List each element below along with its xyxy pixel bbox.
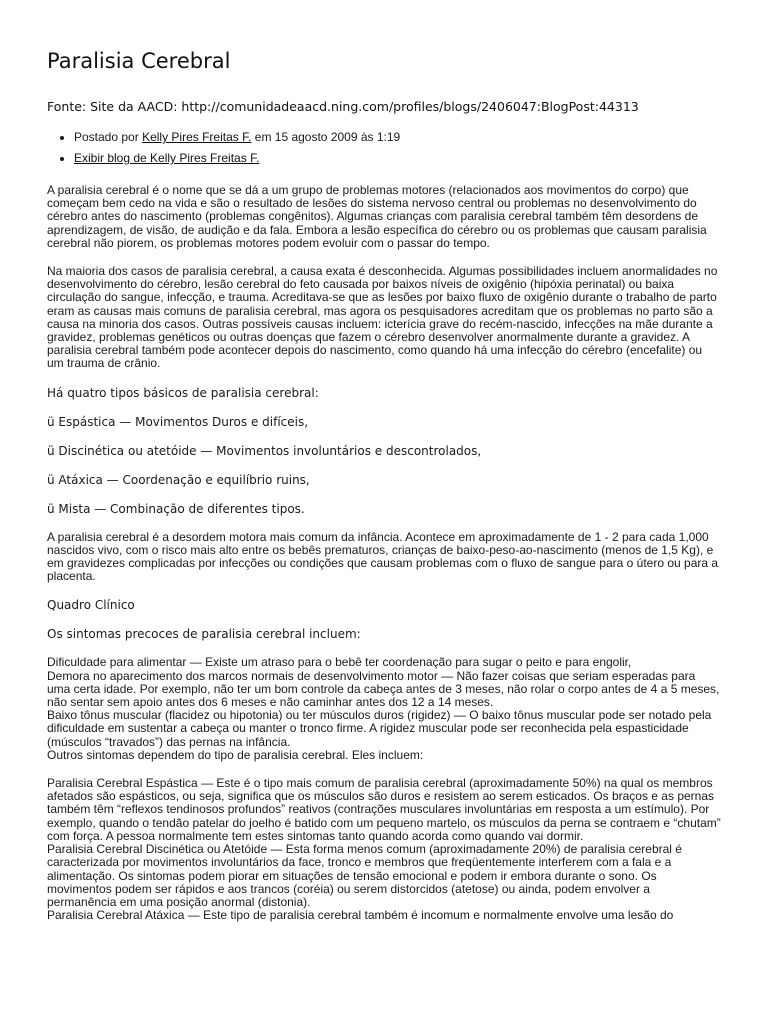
blog-link-item [74, 148, 721, 169]
type-item: ü Atáxica — Coordenação e equilíbrio ruins, [47, 472, 310, 487]
source-line: Fonte: Site da AACD: http://comunidadeaacd.ning.com/profiles/blogs/2406047:BlogPost:44313 [47, 99, 639, 114]
symptom-item: Outros sintomas dependem do tipo de paralisia cerebral. Eles incluem: [47, 747, 424, 762]
symptoms-intro: Os sintomas precoces de paralisia cerebral incluem: [47, 627, 361, 642]
types-detail-block [47, 777, 721, 922]
causes-paragraph: Na maioria dos casos de paralisia cerebral, a causa exata é desconhecida. Algumas possibilidades incluem anormalidades no desenvolvimento do cérebro, lesão cerebral do feto causada por baixos níveis de oxigênio (hipóxia perinatal) ou baixa circulação do sangue, infecção, e trauma. Acreditava-se que as lesões por baixo fluxo de oxigênio durante o trabalho de parto eram as causas mais comuns de paralisia cerebral, mas agora os pesquisadores acreditam que os problemas no parto são a causa na minoria dos casos. Outras possíveis causas incluem: icterícia grave do recém-nascido, infecções na mãe durante a gravidez, problemas genéticos ou outras doenças que fazem o cérebro desenvolver anormalmente durante a gravidez. A paralisia cerebral também pode acontecer depois do nascimento, como quando há uma infecção do cérebro (encefalite) ou um trauma de crânio. [47, 264, 718, 371]
clinical-heading: Quadro Clínico [47, 598, 135, 613]
blog-link[interactable]: Exibir blog de Kelly Pires Freitas F. [74, 151, 260, 165]
type-item: ü Espástica — Movimentos Duros e difíceis, [47, 414, 309, 429]
posted-date: em 15 agosto 2009 às 1:19 [254, 130, 401, 144]
type-detail: Paralisia Cerebral Discinética ou Atetóide — Esta forma menos comum (aproximadamente 20%) de paralisia cerebral é caracterizada por movimentos involuntários da face, tronco e membros que freqüentemente interferem com a fala e a alimentação. Os sintomas podem piorar em situações de tensão emocional e podem ir embora durante o sono. Os movimentos podem ser rápidos e aos trancos (coréia) ou serem distorcidos (atetose) ou ainda, podem envolver a permanência em uma posição anormal (distonia). [47, 842, 682, 909]
page-title: Paralisia Cerebral [47, 49, 231, 73]
type-item: ü Mista — Combinação de diferentes tipos. [47, 501, 305, 516]
intro-paragraph: A paralisia cerebral é o nome que se dá a um grupo de problemas motores (relacionados aos movimentos do corpo) que começam bem cedo na vida e são o resultado de lesões do sistema nervoso central ou problemas no desenvolvimento do cérebro antes do nascimento (problemas congênitos). Algumas crianças com paralisia cerebral também têm desordens de aprendizagem, de visão, de audição e da fala. Embora a lesão específica do cérebro ou os problemas que causam paralisia cerebral não piorem, os problemas motores podem evoluir com o passar do tempo. [47, 183, 707, 250]
symptoms-block [47, 656, 721, 762]
prevalence-paragraph: A paralisia cerebral é a desordem motora mais comum da infância. Acontece em aproximadamente de 1 - 2 para cada 1,000 nascidos vivo, com o risco mais alto entre os bebês prematuros, crianças de baixo-peso-ao-nascimento (menos de 1,5 Kg), e em gravidezes complicadas por infecções ou condições que causam problemas com o fluxo de sangue para o útero ou para a placenta. [47, 529, 719, 584]
post-meta-list [47, 127, 721, 169]
author-link[interactable]: Kelly Pires Freitas F. [142, 130, 252, 144]
symptom-item: Demora no aparecimento dos marcos normais de desenvolvimento motor — Não fazer coisas que seriam esperadas para uma certa idade. Por exemplo, não ter um bom controle da cabeça antes de 3 meses, não rolar o corpo antes de 4 a 5 meses, não sentar sem apoio antes dos 6 meses e não caminhar antes dos 12 a 14 meses. [47, 668, 720, 710]
symptom-item: Dificuldade para alimentar — Existe um atraso para o bebê ter coordenação para sugar o peito e para engolir, [47, 655, 632, 670]
symptom-item: Baixo tônus muscular (flacidez ou hipotonia) ou ter músculos duros (rigidez) — O baixo tônus muscular pode ser notado pela dificuldade em sustentar a cabeça ou manter o tronco firme. A rigidez muscular pode ser reconhecida pela espasticidade (músculos “travados”) das pernas na infância. [47, 708, 712, 749]
posted-by-item [74, 127, 721, 148]
type-detail: Paralisia Cerebral Atáxica — Este tipo de paralisia cerebral também é incomum e normalmente envolve uma lesão do [47, 908, 674, 923]
type-detail: Paralisia Cerebral Espástica — Este é o tipo mais comum de paralisia cerebral (aproximadamente 50%) na qual os membros afetados são espásticos, ou seja, significa que os músculos são duros e resistem ao serem esticados. Os braços e as pernas também têm “reflexos tendinosos profundos” reativos (contrações musculares involuntárias em resposta a um estímulo). Por exemplo, quando o tendão patelar do joelho é batido com um pequeno martelo, os músculos da perna se contraem e “chutam” com força. A pessoa normalmente tem estes sintomas tanto quando acorda como quando vai dormir. [47, 776, 721, 843]
posted-prefix: Postado por [74, 130, 139, 144]
types-intro: Há quatro tipos básicos de paralisia cerebral: [47, 385, 319, 400]
type-item: ü Discinética ou atetóide — Movimentos involuntários e descontrolados, [47, 443, 482, 458]
